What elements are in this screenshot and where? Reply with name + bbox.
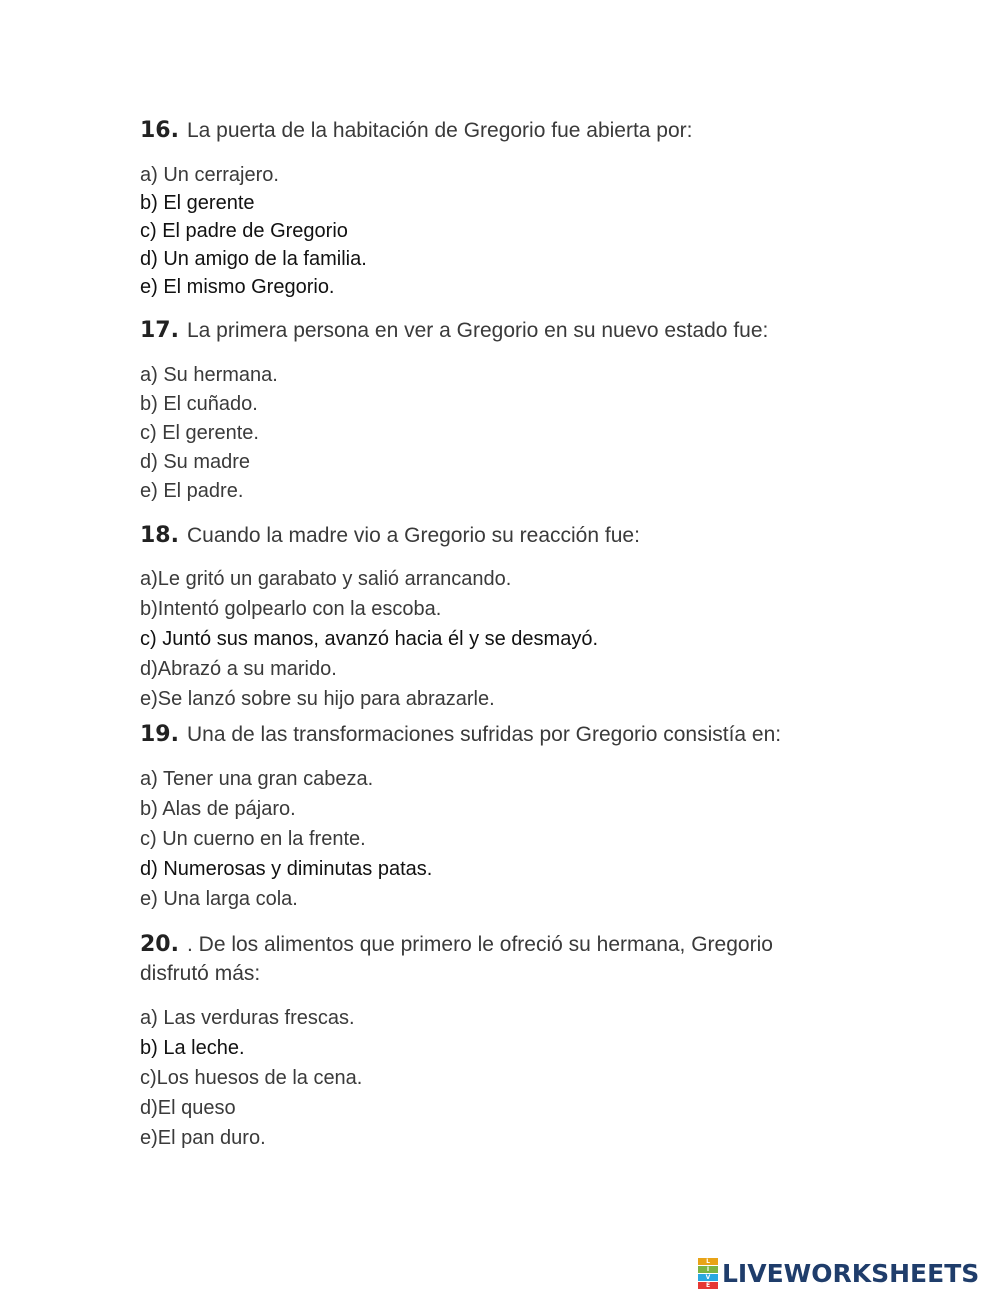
- options-list: [140, 361, 840, 506]
- option-c: c) Juntó sus manos, avanzó hacia él y se desmayó.: [140, 628, 599, 650]
- option-a: a) Tener una gran cabeza.: [140, 768, 374, 790]
- options-list: [140, 1003, 840, 1153]
- logo-mark-letter: I: [698, 1266, 718, 1273]
- question-text: Cuando la madre vio a Gregorio su reacción fue:: [186, 524, 640, 547]
- question-18: [140, 521, 840, 714]
- option-b: b) La leche.: [140, 1037, 245, 1059]
- option-e: e) El mismo Gregorio.: [140, 276, 335, 298]
- option-b: b) Alas de pájaro.: [140, 798, 296, 820]
- question-20: [140, 930, 840, 1153]
- option-d: d)Abrazó a su marido.: [140, 658, 337, 680]
- question-number: 17.: [140, 318, 179, 343]
- question-17: [140, 316, 840, 506]
- option-c: c) Un cuerno en la frente.: [140, 828, 366, 850]
- logo-mark-icon: [698, 1258, 718, 1289]
- option-e: e)El pan duro.: [140, 1127, 266, 1149]
- question-number: 19.: [140, 722, 179, 747]
- question-text: La puerta de la habitación de Gregorio fue abierta por:: [186, 119, 693, 142]
- option-c: c) El padre de Gregorio: [140, 220, 348, 242]
- logo-text: LIVEWORKSHEETS: [722, 1258, 980, 1288]
- option-a: a)Le gritó un garabato y salió arrancando.: [140, 568, 512, 590]
- logo-mark-letter: E: [698, 1282, 718, 1289]
- question-number: 16.: [140, 118, 179, 143]
- options-list: [140, 764, 840, 914]
- question-text: Una de las transformaciones sufridas por Gregorio consistía en:: [186, 723, 782, 746]
- option-a: a) Las verduras frescas.: [140, 1007, 355, 1029]
- question-prompt: [140, 930, 820, 988]
- question-text: . De los alimentos que primero le ofreció su hermana, Gregorio disfrutó más:: [140, 933, 773, 985]
- option-a: a) Su hermana.: [140, 364, 278, 386]
- option-e: e) Una larga cola.: [140, 888, 298, 910]
- option-d: d) Un amigo de la familia.: [140, 248, 367, 270]
- liveworksheets-logo: [698, 1258, 979, 1288]
- option-c: c) El gerente.: [140, 422, 259, 444]
- option-d: d)El queso: [140, 1097, 236, 1119]
- options-list: [140, 564, 840, 714]
- question-text: La primera persona en ver a Gregorio en su nuevo estado fue:: [186, 319, 769, 342]
- question-prompt: [140, 521, 840, 550]
- question-number: 18.: [140, 523, 179, 548]
- question-prompt: [140, 116, 840, 145]
- option-d: d) Numerosas y diminutas patas.: [140, 858, 433, 880]
- question-prompt: [140, 720, 840, 749]
- logo-mark-letter: L: [698, 1258, 718, 1265]
- option-e: e) El padre.: [140, 480, 244, 502]
- option-b: b) El gerente: [140, 192, 255, 214]
- option-b: b) El cuñado.: [140, 393, 258, 415]
- option-b: b)Intentó golpearlo con la escoba.: [140, 598, 442, 620]
- option-d: d) Su madre: [140, 451, 251, 473]
- option-a: a) Un cerrajero.: [140, 164, 279, 186]
- question-number: 20.: [140, 932, 179, 957]
- options-list: [140, 161, 840, 301]
- question-19: [140, 720, 840, 914]
- question-prompt: [140, 316, 840, 345]
- question-16: [140, 116, 840, 301]
- option-e: e)Se lanzó sobre su hijo para abrazarle.: [140, 688, 495, 710]
- logo-mark-letter: V: [698, 1274, 718, 1281]
- option-c: c)Los huesos de la cena.: [140, 1067, 363, 1089]
